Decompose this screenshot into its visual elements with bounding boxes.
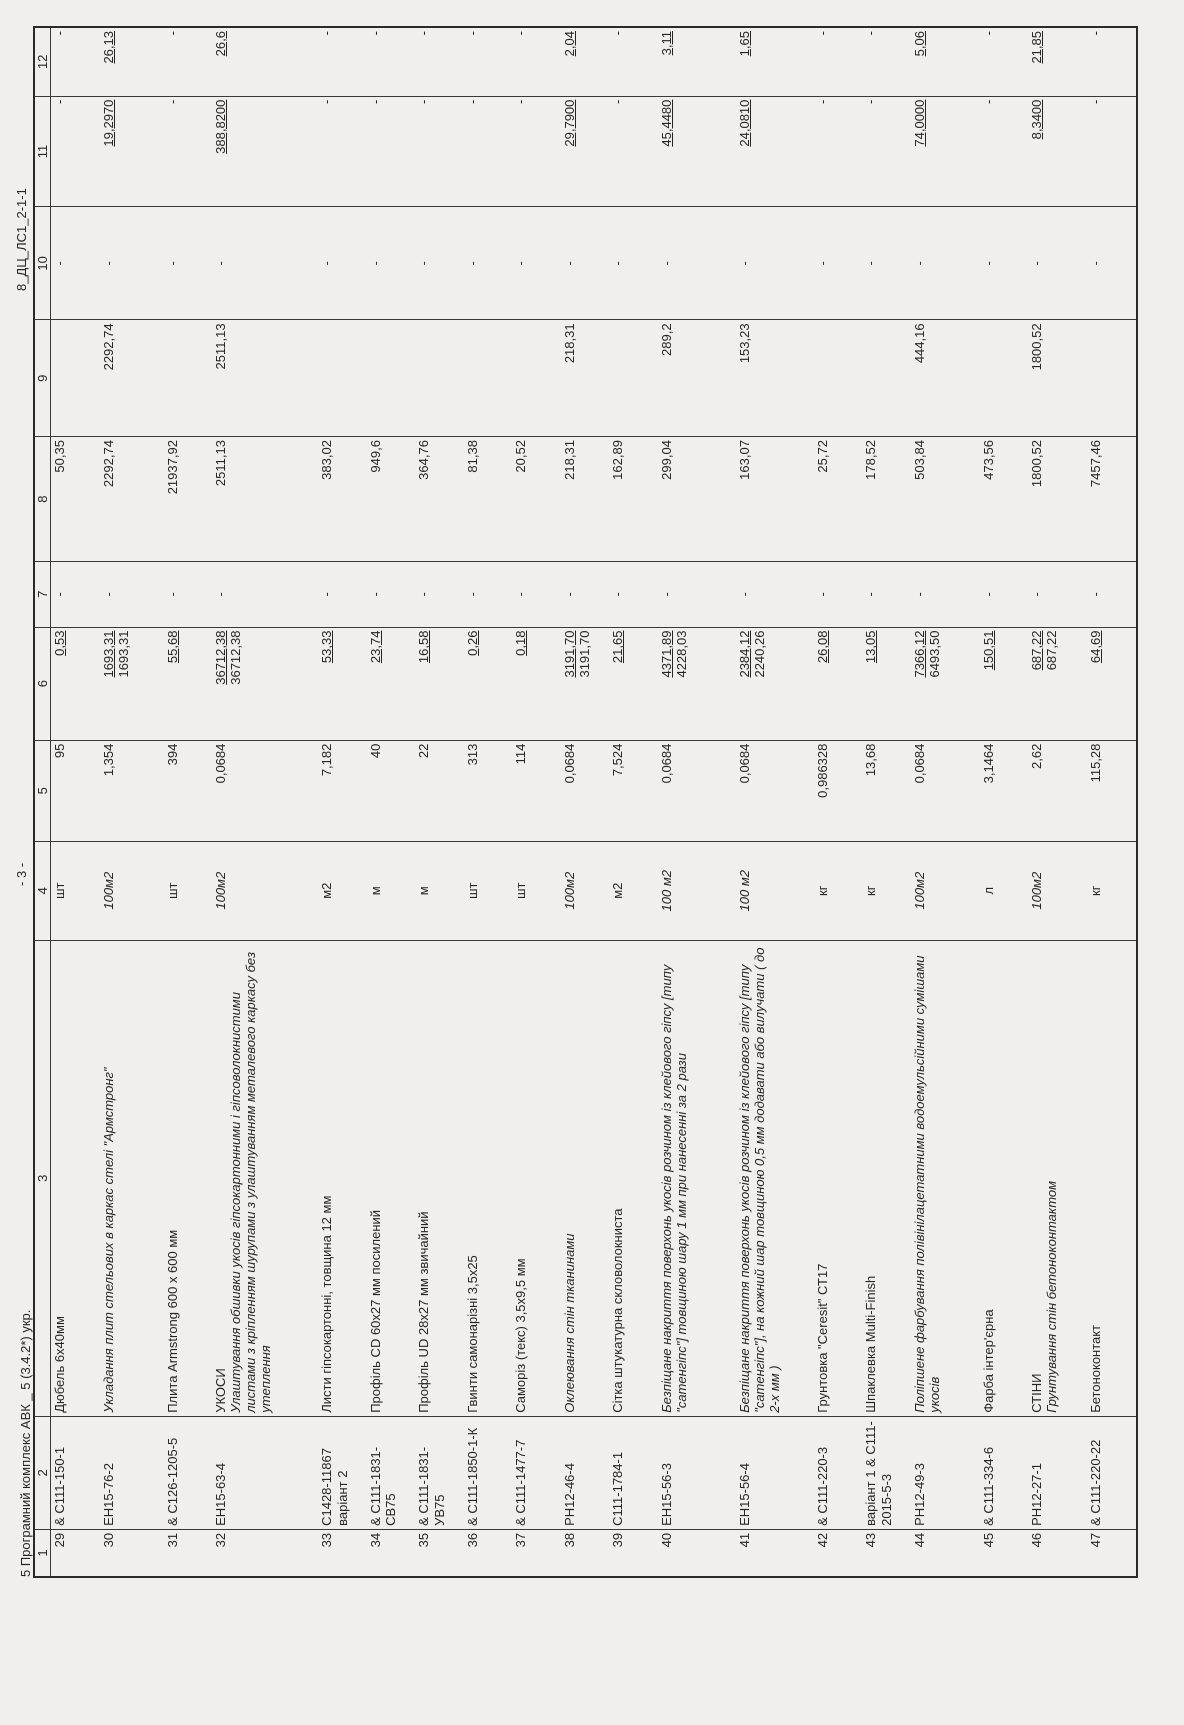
unit-cost-total: 687,22 bbox=[1029, 630, 1045, 671]
quantity: 115,28 bbox=[1087, 740, 1137, 841]
col-header-4: 4 bbox=[34, 841, 51, 940]
unit-cost-total: 3191,70 bbox=[561, 630, 577, 678]
total-cost: 299,04 bbox=[658, 437, 736, 562]
total-wages: 289,2 bbox=[658, 320, 736, 437]
total-cost: 2511,13 bbox=[212, 437, 318, 562]
total-cost: 21937,92 bbox=[164, 437, 212, 562]
col10-value: - bbox=[609, 207, 657, 320]
col-header-9: 9 bbox=[34, 320, 51, 437]
total-wages: 153,23 bbox=[736, 320, 814, 437]
table-row bbox=[980, 27, 1028, 1577]
col-header-11: 11 bbox=[34, 96, 51, 207]
unit-cost-total: 150,51 bbox=[980, 630, 996, 671]
unit-cost-total: 13,05 bbox=[863, 630, 879, 664]
resource-code: & С126-1205-5 bbox=[164, 1416, 212, 1529]
table-row bbox=[51, 27, 100, 1577]
labor-hours: - bbox=[464, 96, 512, 207]
table-row bbox=[736, 27, 814, 1577]
unit: 100м2 bbox=[1028, 841, 1087, 940]
unit-cost-total: 64,69 bbox=[1088, 630, 1104, 664]
total-wages bbox=[512, 320, 560, 437]
quantity: 13,68 bbox=[862, 740, 910, 841]
col7-value: - bbox=[100, 562, 164, 627]
col7-value: - bbox=[609, 562, 657, 627]
total-cost: 50,35 bbox=[51, 437, 100, 562]
quantity: 1,354 bbox=[100, 740, 164, 841]
resource-code: & С111-334-6 bbox=[980, 1416, 1028, 1529]
resource-code: ЕН15-63-4 bbox=[212, 1416, 318, 1529]
total-cost: 162,89 bbox=[609, 437, 657, 562]
col-header-8: 8 bbox=[34, 437, 51, 562]
section-title: УКОСИ bbox=[213, 1368, 228, 1413]
labor-hours: 29,7900 bbox=[561, 96, 609, 207]
col7-value: - bbox=[862, 562, 910, 627]
table-row bbox=[658, 27, 736, 1577]
unit: м2 bbox=[609, 841, 657, 940]
resource-code: & С111-1831-СВ75 bbox=[367, 1416, 415, 1529]
unit-cost-total: 36712,38 bbox=[213, 630, 228, 685]
column-number-row bbox=[34, 27, 51, 1577]
unit: шт bbox=[51, 841, 100, 940]
table-row bbox=[561, 27, 609, 1577]
table-row bbox=[100, 27, 164, 1577]
total-cost: 7457,46 bbox=[1087, 437, 1137, 562]
labor-total: - bbox=[980, 27, 1028, 96]
unit-cost bbox=[658, 627, 736, 740]
work-description: Сітка штукатурна скловолокниста bbox=[609, 940, 657, 1416]
total-wages: 1800,52 bbox=[1028, 320, 1087, 437]
labor-total: 26,13 bbox=[100, 27, 164, 96]
work-description: Грунтовка "Ceresit" СТ17 bbox=[814, 940, 862, 1416]
estimate-rows bbox=[51, 27, 1137, 1577]
row-number: 35 bbox=[415, 1529, 463, 1577]
quantity: 7,524 bbox=[609, 740, 657, 841]
work-name: Грунтування стін бетоноконтактом bbox=[1044, 1180, 1060, 1413]
estimate-table bbox=[33, 26, 1138, 1578]
unit: шт bbox=[464, 841, 512, 940]
work-description: Бетоноконтакт bbox=[1087, 940, 1137, 1416]
unit: 100м2 bbox=[212, 841, 318, 940]
col-header-12: 12 bbox=[34, 27, 51, 96]
unit-cost-total: 4371,89 bbox=[658, 630, 674, 678]
unit: м bbox=[367, 841, 415, 940]
total-cost: 218,31 bbox=[561, 437, 609, 562]
work-description: Плита Armstrong 600 х 600 мм bbox=[164, 940, 212, 1416]
table-row bbox=[1087, 27, 1137, 1577]
labor-hours: - bbox=[814, 96, 862, 207]
resource-code: & С111-1831-УВ75 bbox=[415, 1416, 463, 1529]
unit-cost bbox=[51, 627, 100, 740]
unit: шт bbox=[512, 841, 560, 940]
unit-cost-total: 2384,12 bbox=[736, 630, 752, 678]
unit-cost-total: 0,18 bbox=[513, 630, 529, 656]
col7-value: - bbox=[1028, 562, 1087, 627]
col10-value: - bbox=[51, 207, 100, 320]
row-number: 39 bbox=[609, 1529, 657, 1577]
unit-cost-total: 23,74 bbox=[367, 630, 383, 664]
page-number: - 3 - bbox=[14, 862, 29, 886]
table-row bbox=[367, 27, 415, 1577]
labor-total: - bbox=[415, 27, 463, 96]
labor-total: - bbox=[464, 27, 512, 96]
table-row bbox=[164, 27, 212, 1577]
total-wages: 2292,74 bbox=[100, 320, 164, 437]
col10-value: - bbox=[862, 207, 910, 320]
row-number: 44 bbox=[911, 1529, 980, 1577]
unit-cost bbox=[464, 627, 512, 740]
unit-cost-total: 1693,31 bbox=[100, 630, 116, 678]
table-row bbox=[212, 27, 318, 1577]
total-cost: 503,84 bbox=[911, 437, 980, 562]
row-number: 29 bbox=[51, 1529, 100, 1577]
unit-cost bbox=[512, 627, 560, 740]
col7-value: - bbox=[464, 562, 512, 627]
work-description bbox=[1028, 940, 1087, 1416]
quantity: 114 bbox=[512, 740, 560, 841]
unit-cost bbox=[1028, 627, 1087, 740]
labor-hours: - bbox=[609, 96, 657, 207]
unit: 100м2 bbox=[100, 841, 164, 940]
resource-code: РН12-27-1 bbox=[1028, 1416, 1087, 1529]
row-number: 37 bbox=[512, 1529, 560, 1577]
col7-value: - bbox=[318, 562, 366, 627]
unit-cost bbox=[318, 627, 366, 740]
unit: 100м2 bbox=[561, 841, 609, 940]
labor-total: - bbox=[51, 27, 100, 96]
work-description: Укладання плит стельових в каркас стелі "Армстронг" bbox=[100, 940, 164, 1416]
quantity: 0,0684 bbox=[736, 740, 814, 841]
col10-value: - bbox=[164, 207, 212, 320]
col10-value: - bbox=[367, 207, 415, 320]
row-number: 34 bbox=[367, 1529, 415, 1577]
col10-value: - bbox=[980, 207, 1028, 320]
col10-value: - bbox=[814, 207, 862, 320]
labor-total: 26,6 bbox=[212, 27, 318, 96]
labor-hours: - bbox=[164, 96, 212, 207]
unit-cost-wages: 6493,50 bbox=[927, 630, 943, 678]
unit: кг bbox=[862, 841, 910, 940]
unit-cost-wages: 687,22 bbox=[1044, 630, 1060, 671]
quantity: 40 bbox=[367, 740, 415, 841]
total-wages bbox=[318, 320, 366, 437]
quantity: 0,0684 bbox=[911, 740, 980, 841]
col10-value: - bbox=[736, 207, 814, 320]
col10-value: - bbox=[1087, 207, 1137, 320]
quantity: 95 bbox=[51, 740, 100, 841]
labor-hours: 19,2970 bbox=[100, 96, 164, 207]
col7-value: - bbox=[658, 562, 736, 627]
resource-code: С1428-11867 варіант 2 bbox=[318, 1416, 366, 1529]
col10-value: - bbox=[658, 207, 736, 320]
labor-hours: - bbox=[1087, 96, 1137, 207]
col10-value: - bbox=[318, 207, 366, 320]
col-header-2: 2 bbox=[34, 1416, 51, 1529]
labor-total: 1,65 bbox=[736, 27, 814, 96]
labor-total: - bbox=[1087, 27, 1137, 96]
total-cost: 25,72 bbox=[814, 437, 862, 562]
labor-total: 3,11 bbox=[658, 27, 736, 96]
labor-hours: 388,8200 bbox=[212, 96, 318, 207]
total-wages bbox=[609, 320, 657, 437]
total-cost: 949,6 bbox=[367, 437, 415, 562]
work-description: Безпіщане накриття поверхонь укосів розчином із клейового гіпсу [типу "сатенгіпс"] товщиною шару 1 мм при нанесенні за 2 рази bbox=[658, 940, 736, 1416]
resource-code: ЕН15-76-2 bbox=[100, 1416, 164, 1529]
total-wages bbox=[367, 320, 415, 437]
work-name: Улаштування обшивки укосів гіпсокартонними і гіпсоволокнистими листами з кріпленням шурупами з улаштуванням металевого каркасу без утеплення bbox=[228, 951, 274, 1413]
row-number: 33 bbox=[318, 1529, 366, 1577]
work-description: Гвинти самонарізні 3,5х25 bbox=[464, 940, 512, 1416]
unit-cost bbox=[561, 627, 609, 740]
col10-value: - bbox=[212, 207, 318, 320]
col10-value: - bbox=[512, 207, 560, 320]
labor-hours: 8,3400 bbox=[1028, 96, 1087, 207]
unit: шт bbox=[164, 841, 212, 940]
work-description: Поліпшене фарбування полівінілацетатними водоемульсійними сумішами укосів bbox=[911, 940, 980, 1416]
unit-cost-total: 16,58 bbox=[416, 630, 432, 664]
col10-value: - bbox=[911, 207, 980, 320]
work-description: Безпіщане накриття поверхонь укосів розчином із клейового гіпсу [типу "сатенгіпс"], на кожний шар товщиною 0,5 мм додавати або вилучати ( до 2-х мм ) bbox=[736, 940, 814, 1416]
work-description: Листи гіпсокартонні, товщина 12 мм bbox=[318, 940, 366, 1416]
col10-value: - bbox=[561, 207, 609, 320]
row-number: 32 bbox=[212, 1529, 318, 1577]
labor-total: - bbox=[862, 27, 910, 96]
unit-cost-total: 0,26 bbox=[464, 630, 480, 656]
unit-cost-wages: 1693,31 bbox=[115, 630, 131, 678]
labor-total: 21,85 bbox=[1028, 27, 1087, 96]
unit-cost-wages: 2240,26 bbox=[751, 630, 767, 678]
unit-cost-total: 7366,12 bbox=[911, 630, 927, 678]
work-description: Фарба інтер'єрна bbox=[980, 940, 1028, 1416]
work-description: Саморіз (текс) 3,5х9,5 мм bbox=[512, 940, 560, 1416]
quantity: 3,1464 bbox=[980, 740, 1028, 841]
total-cost: 2292,74 bbox=[100, 437, 164, 562]
total-wages bbox=[1087, 320, 1137, 437]
labor-hours: - bbox=[318, 96, 366, 207]
row-number: 36 bbox=[464, 1529, 512, 1577]
total-cost: 1800,52 bbox=[1028, 437, 1087, 562]
total-wages: 218,31 bbox=[561, 320, 609, 437]
unit: кг bbox=[814, 841, 862, 940]
unit-cost-total: 55,68 bbox=[164, 630, 180, 664]
row-number: 40 bbox=[658, 1529, 736, 1577]
col7-value: - bbox=[911, 562, 980, 627]
col-header-6: 6 bbox=[34, 627, 51, 740]
quantity: 394 bbox=[164, 740, 212, 841]
col10-value: - bbox=[415, 207, 463, 320]
col-header-5: 5 bbox=[34, 740, 51, 841]
resource-code: & С111-220-22 bbox=[1087, 1416, 1137, 1529]
col7-value: - bbox=[415, 562, 463, 627]
row-number: 46 bbox=[1028, 1529, 1087, 1577]
resource-code: варіант 1 & С111-2015-5-3 bbox=[862, 1416, 910, 1529]
labor-total: - bbox=[164, 27, 212, 96]
table-row bbox=[862, 27, 910, 1577]
unit-cost-wages: 4228,03 bbox=[673, 630, 689, 678]
resource-code: РН12-46-4 bbox=[561, 1416, 609, 1529]
unit-cost bbox=[862, 627, 910, 740]
unit: л bbox=[980, 841, 1028, 940]
col7-value: - bbox=[164, 562, 212, 627]
work-description: Оклеювання стін тканинами bbox=[561, 940, 609, 1416]
total-wages bbox=[415, 320, 463, 437]
resource-code: & С111-1850-1-К bbox=[464, 1416, 512, 1529]
program-header: 5 Програмний комплекс АВК _ 5 (3.4.2*) укр. bbox=[18, 1309, 33, 1577]
col7-value: - bbox=[1087, 562, 1137, 627]
total-wages bbox=[164, 320, 212, 437]
unit-cost bbox=[212, 627, 318, 740]
labor-hours: - bbox=[367, 96, 415, 207]
col7-value: - bbox=[814, 562, 862, 627]
total-wages bbox=[464, 320, 512, 437]
unit-cost bbox=[100, 627, 164, 740]
work-description: Дюбель 6х40мм bbox=[51, 940, 100, 1416]
unit-cost bbox=[164, 627, 212, 740]
table-row bbox=[464, 27, 512, 1577]
work-description: Профіль CD 60х27 мм посилений bbox=[367, 940, 415, 1416]
col10-value: - bbox=[1028, 207, 1087, 320]
table-row bbox=[609, 27, 657, 1577]
col7-value: - bbox=[561, 562, 609, 627]
row-number: 45 bbox=[980, 1529, 1028, 1577]
col-header-7: 7 bbox=[34, 562, 51, 627]
unit-cost bbox=[911, 627, 980, 740]
total-cost: 364,76 bbox=[415, 437, 463, 562]
col7-value: - bbox=[367, 562, 415, 627]
unit-cost bbox=[814, 627, 862, 740]
labor-total: - bbox=[609, 27, 657, 96]
labor-total: - bbox=[318, 27, 366, 96]
unit-cost bbox=[736, 627, 814, 740]
labor-hours: - bbox=[512, 96, 560, 207]
quantity: 7,182 bbox=[318, 740, 366, 841]
resource-code: & С111-220-3 bbox=[814, 1416, 862, 1529]
unit-cost bbox=[367, 627, 415, 740]
row-number: 42 bbox=[814, 1529, 862, 1577]
unit: 100 м2 bbox=[736, 841, 814, 940]
row-number: 38 bbox=[561, 1529, 609, 1577]
labor-hours: - bbox=[415, 96, 463, 207]
table-row bbox=[1028, 27, 1087, 1577]
col7-value: - bbox=[736, 562, 814, 627]
section-title: СТІНИ bbox=[1029, 1373, 1045, 1413]
work-description: Профіль UD 28х27 мм звичайний bbox=[415, 940, 463, 1416]
col-header-3: 3 bbox=[34, 940, 51, 1416]
labor-total: - bbox=[814, 27, 862, 96]
labor-total: 5,06 bbox=[911, 27, 980, 96]
labor-hours: - bbox=[862, 96, 910, 207]
row-number: 41 bbox=[736, 1529, 814, 1577]
table-row bbox=[911, 27, 980, 1577]
table-row bbox=[318, 27, 366, 1577]
col10-value: - bbox=[464, 207, 512, 320]
total-cost: 383,02 bbox=[318, 437, 366, 562]
resource-code: ЕН15-56-4 bbox=[736, 1416, 814, 1529]
unit: м2 bbox=[318, 841, 366, 940]
resource-code: С111-1784-1 bbox=[609, 1416, 657, 1529]
resource-code: ЕН15-56-3 bbox=[658, 1416, 736, 1529]
total-wages: 2511,13 bbox=[212, 320, 318, 437]
table-row bbox=[415, 27, 463, 1577]
quantity: 0,0684 bbox=[658, 740, 736, 841]
table-row bbox=[512, 27, 560, 1577]
unit: 100м2 bbox=[911, 841, 980, 940]
labor-hours: 45,4480 bbox=[658, 96, 736, 207]
table-row bbox=[814, 27, 862, 1577]
file-code: 8_ДЦ_ЛС1_2-1-1 bbox=[14, 188, 29, 291]
total-wages bbox=[814, 320, 862, 437]
unit: 100 м2 bbox=[658, 841, 736, 940]
unit-cost bbox=[1087, 627, 1137, 740]
col7-value: - bbox=[512, 562, 560, 627]
col7-value: - bbox=[980, 562, 1028, 627]
work-description bbox=[212, 940, 318, 1416]
unit-cost-total: 21,65 bbox=[610, 630, 626, 664]
col7-value: - bbox=[51, 562, 100, 627]
unit-cost-wages: 36712,38 bbox=[228, 630, 244, 685]
col10-value: - bbox=[100, 207, 164, 320]
labor-total: 2,04 bbox=[561, 27, 609, 96]
total-wages: 444,16 bbox=[911, 320, 980, 437]
quantity: 0,0684 bbox=[561, 740, 609, 841]
quantity: 0,986328 bbox=[814, 740, 862, 841]
total-cost: 81,38 bbox=[464, 437, 512, 562]
labor-hours: 24,0810 bbox=[736, 96, 814, 207]
unit-cost bbox=[609, 627, 657, 740]
quantity: 2,62 bbox=[1028, 740, 1087, 841]
row-number: 31 bbox=[164, 1529, 212, 1577]
unit-cost-total: 53,33 bbox=[319, 630, 335, 664]
resource-code: & С111-150-1 bbox=[51, 1416, 100, 1529]
unit-cost-total: 26,08 bbox=[814, 630, 830, 664]
total-cost: 163,07 bbox=[736, 437, 814, 562]
col-header-10: 10 bbox=[34, 207, 51, 320]
unit-cost-total: 0,53 bbox=[52, 630, 68, 656]
unit-cost bbox=[415, 627, 463, 740]
unit-cost bbox=[980, 627, 1028, 740]
row-number: 30 bbox=[100, 1529, 164, 1577]
total-wages bbox=[862, 320, 910, 437]
total-cost: 20,52 bbox=[512, 437, 560, 562]
quantity: 313 bbox=[464, 740, 512, 841]
labor-total: - bbox=[512, 27, 560, 96]
resource-code: РН12-49-3 bbox=[911, 1416, 980, 1529]
quantity: 0,0684 bbox=[212, 740, 318, 841]
labor-total: - bbox=[367, 27, 415, 96]
row-number: 47 bbox=[1087, 1529, 1137, 1577]
unit: м bbox=[415, 841, 463, 940]
labor-hours: - bbox=[51, 96, 100, 207]
row-number: 43 bbox=[862, 1529, 910, 1577]
resource-code: & С111-1477-7 bbox=[512, 1416, 560, 1529]
work-description: Шпаклевка Multi-Finish bbox=[862, 940, 910, 1416]
total-cost: 178,52 bbox=[862, 437, 910, 562]
col7-value: - bbox=[212, 562, 318, 627]
unit: кг bbox=[1087, 841, 1137, 940]
total-wages bbox=[51, 320, 100, 437]
labor-hours: - bbox=[980, 96, 1028, 207]
total-wages bbox=[980, 320, 1028, 437]
col-header-1: 1 bbox=[34, 1529, 51, 1577]
quantity: 22 bbox=[415, 740, 463, 841]
unit-cost-wages: 3191,70 bbox=[576, 630, 592, 678]
labor-hours: 74,0000 bbox=[911, 96, 980, 207]
total-cost: 473,56 bbox=[980, 437, 1028, 562]
